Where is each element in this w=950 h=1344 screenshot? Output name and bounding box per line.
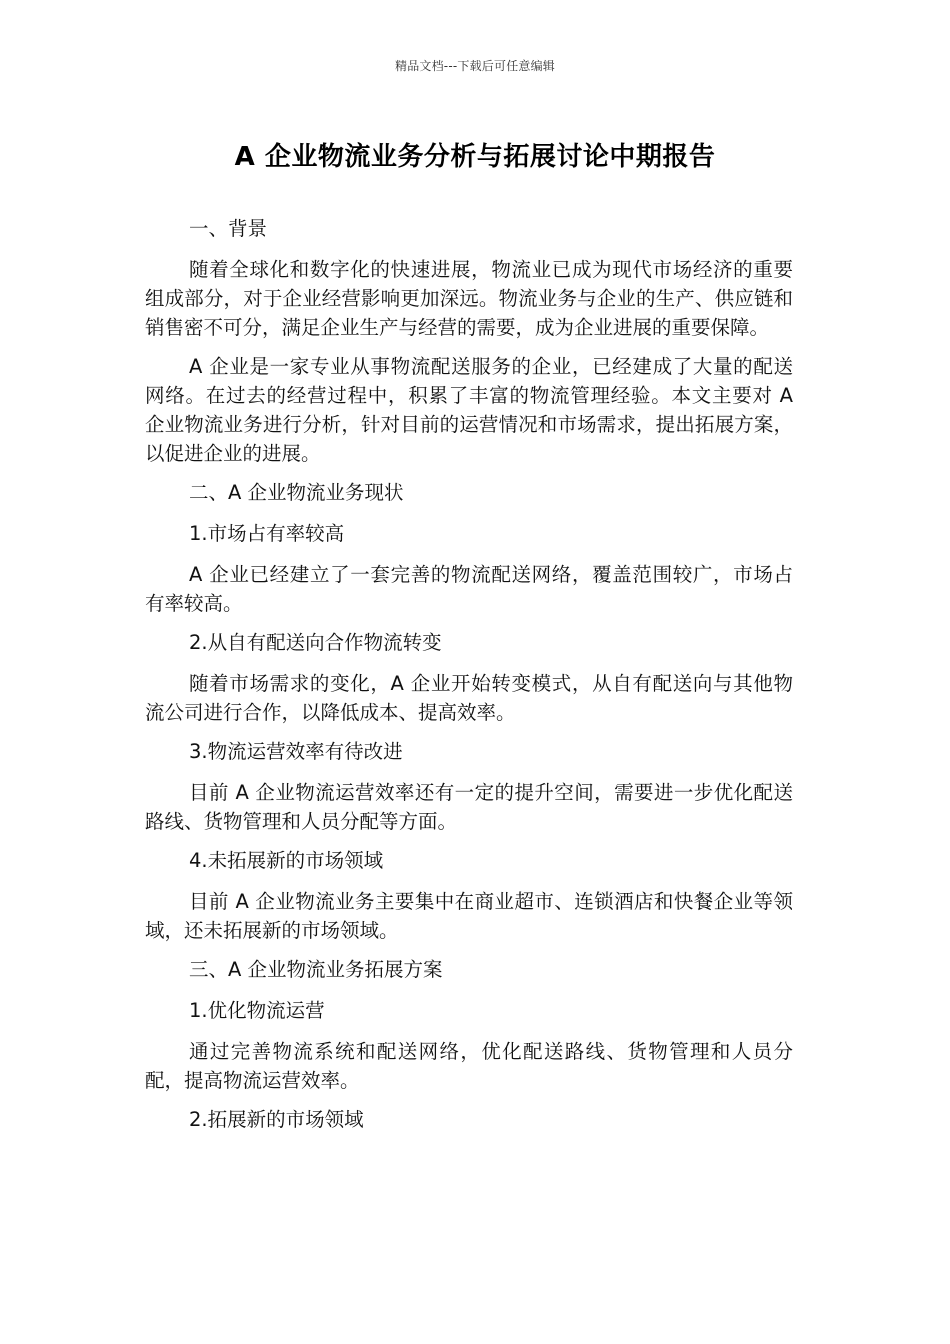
document-title: A 企业物流业务分析与拓展讨论中期报告 [234, 142, 716, 172]
paragraph: 随着市场需求的变化，A 企业开始转变模式，从自有配送向与其他物流公司进行合作，以降低成本、提高效率。 [145, 672, 793, 724]
subheading: 1.市场占有率较高 [189, 522, 345, 545]
paragraph: A 企业已经建立了一套完善的物流配送网络，覆盖范围较广，市场占有率较高。 [145, 563, 793, 615]
document-body [145, 214, 793, 1146]
paragraph: 随着全球化和数字化的快速进展，物流业已成为现代市场经济的重要组成部分，对于企业经营影响更加深远。物流业务与企业的生产、供应链和销售密不可分，满足企业生产与经营的需要，成为企业进展的重要保障。 [145, 258, 793, 339]
section-heading-background: 一、背景 [189, 217, 268, 240]
page-header-watermark: 精品文档---下载后可任意编辑 [395, 59, 555, 73]
subheading: 4.未拓展新的市场领域 [189, 849, 384, 872]
section-heading-expansion-plan: 三、A 企业物流业务拓展方案 [189, 958, 443, 981]
paragraph: 目前 A 企业物流运营效率还有一定的提升空间，需要进一步优化配送路线、货物管理和人员分配等方面。 [145, 781, 793, 833]
subheading: 2.拓展新的市场领域 [189, 1108, 364, 1131]
subheading: 1.优化物流运营 [189, 999, 325, 1022]
section-heading-status: 二、A 企业物流业务现状 [189, 481, 404, 504]
paragraph: 通过完善物流系统和配送网络，优化配送路线、货物管理和人员分配，提高物流运营效率。 [145, 1040, 793, 1092]
paragraph: A 企业是一家专业从事物流配送服务的企业，已经建成了大量的配送网络。在过去的经营过程中，积累了丰富的物流管理经验。本文主要对 A 企业物流业务进行分析，针对目前的运营情况和市场需求，提出拓展方案，以促进企业的进展。 [145, 355, 793, 465]
paragraph: 目前 A 企业物流业务主要集中在商业超市、连锁酒店和快餐企业等领域，还未拓展新的市场领域。 [145, 890, 793, 942]
subheading: 3.物流运营效率有待改进 [189, 740, 403, 763]
subheading: 2.从自有配送向合作物流转变 [189, 631, 442, 654]
